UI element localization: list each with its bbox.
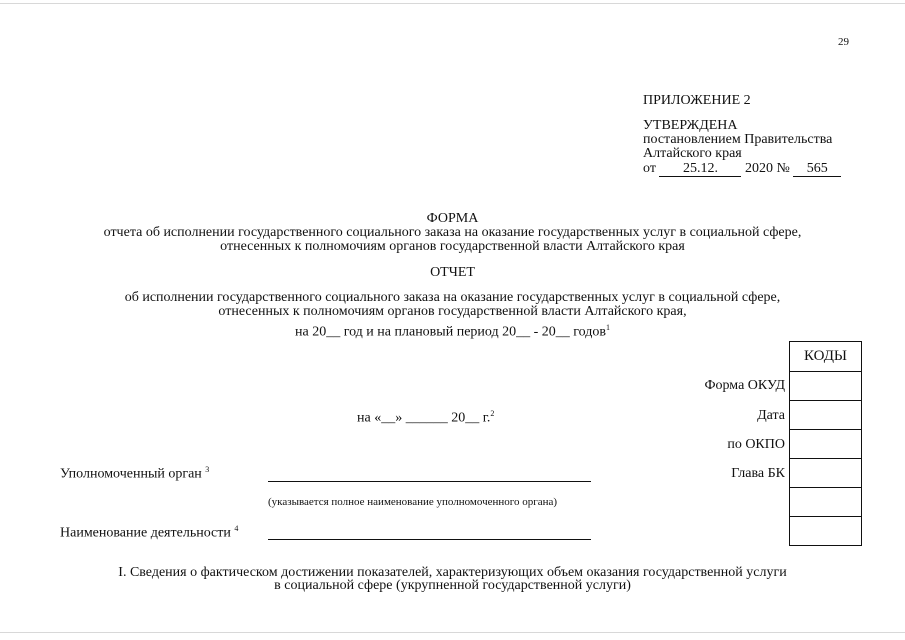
form-title-line2: отнесенных к полномочиям органов государственной власти Алтайского края xyxy=(220,239,685,254)
activity-line xyxy=(268,539,591,540)
code-cell-okpo xyxy=(790,430,862,459)
year-number-label: 2020 № xyxy=(744,161,790,176)
footnote-2: 2 xyxy=(490,409,495,418)
section1-line2: в социальной сфере (укрупненной государственной услуги) xyxy=(274,578,631,593)
label-okpo: по ОКПО xyxy=(727,437,785,452)
report-period-line xyxy=(0,320,905,340)
from-label: от xyxy=(643,161,656,176)
code-cell-bk xyxy=(790,459,862,488)
codes-table xyxy=(789,341,862,546)
code-cell-blank xyxy=(790,488,862,517)
scan-edge-bottom xyxy=(0,632,905,633)
activity-label xyxy=(60,524,238,542)
appendix-line1: постановлением Правительства xyxy=(643,132,833,147)
section1-line1: I. Сведения о фактическом достижении показателей, характеризующих объем оказания государственной услуги xyxy=(118,565,787,580)
report-line1: об исполнении государственного социального заказа на оказание государственных услуг в социальной сфере, xyxy=(124,290,781,305)
scan-edge-top xyxy=(0,3,905,4)
activity-text: Наименование деятельности xyxy=(60,525,231,541)
footnote-3: 3 xyxy=(205,465,210,474)
authorized-body-line xyxy=(268,481,591,482)
code-cell-okud xyxy=(790,372,862,401)
code-cell-blank-2 xyxy=(790,517,862,546)
as-of-date xyxy=(357,409,494,427)
form-title-line1: отчета об исполнении государственного социального заказа на оказание государственных услуг в социальной сфере, xyxy=(103,225,802,240)
appendix-date-line xyxy=(643,161,841,177)
appendix-line2: Алтайского края xyxy=(643,146,742,161)
codes-header: КОДЫ xyxy=(790,342,862,372)
page-number: 29 xyxy=(838,36,849,48)
as-of-text: на «__» ______ 20__ г. xyxy=(357,410,491,426)
report-period: на 20__ год и на плановый период 20__ - 20__ годов xyxy=(294,324,606,340)
report-line2: отнесенных к полномочиям органов государственной власти Алтайского края, xyxy=(218,304,687,319)
label-date: Дата xyxy=(757,408,785,423)
authorized-body-hint: (указывается полное наименование уполномоченного органа) xyxy=(268,496,558,508)
appendix-title: ПРИЛОЖЕНИЕ 2 xyxy=(643,93,751,108)
authorized-body-label xyxy=(60,465,209,483)
authorized-body-text: Уполномоченный орган xyxy=(60,466,202,482)
footnote-1: 1 xyxy=(606,323,610,332)
appendix-approved: УТВЕРЖДЕНА xyxy=(643,118,738,133)
label-okud: Форма ОКУД xyxy=(704,378,785,393)
form-heading: ФОРМА xyxy=(426,211,479,226)
label-bk: Глава БК xyxy=(731,466,785,481)
report-heading: ОТЧЕТ xyxy=(430,265,475,280)
footnote-4: 4 xyxy=(234,524,239,533)
approval-date: 25.12. xyxy=(659,161,741,177)
approval-number: 565 xyxy=(793,161,841,177)
code-cell-date xyxy=(790,401,862,430)
